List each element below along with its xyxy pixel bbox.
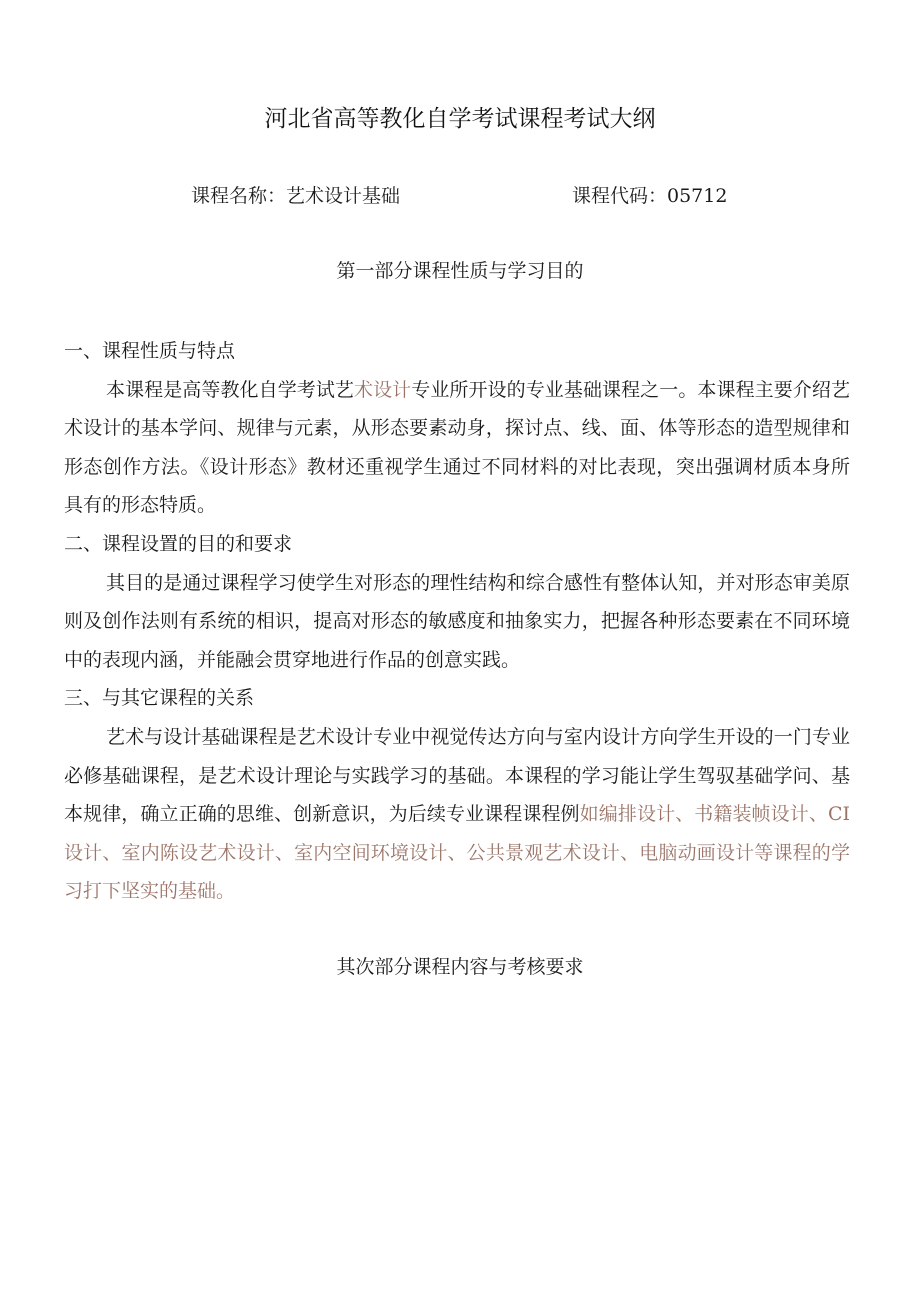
- document-title: 河北省高等教化自学考试课程考试大纲: [264, 106, 656, 132]
- paragraph-text: 本课程是高等教化自学考试艺: [106, 378, 355, 401]
- section-heading-nature: 一、课程性质与特点: [64, 340, 236, 362]
- section-paragraph-purpose: [64, 564, 850, 680]
- paragraph-text: 专业所开设的专业基础课程之一。本课程主要介绍艺术设计的基本学问、规律与元素，从形态要素动身，探讨点、线、面、体等形态的造型规律和形态创作方法。《设计形态》教材还重视学生通过不同材料的对比表现，突出强调材质本身所具有的形态特质。: [64, 378, 850, 517]
- section-paragraph-nature: [64, 371, 850, 525]
- paragraph-text: 其目的是通过课程学习使学生对形态的理性结构和综合感性有整体认知，并对形态审美原则及创作法则有系统的相识，提高对形态的敏感度和抽象实力，把握各种形态要素在不同环境中的表现内涵，并能融会贯穿地进行作品的创意实践。: [64, 571, 850, 671]
- section-heading-relations: 三、与其它课程的关系: [64, 687, 255, 710]
- highlighted-text: 如编排设计、书籍装帧设计、CI设计、室内陈设艺术设计、室内空间环境设计、公共景观艺术设计、电脑动画设计等课程的学习打下坚实的基础。: [64, 803, 850, 903]
- paragraph-text: 艺术与设计基础课程是艺术设计专业中视觉传达方向与室内设计方向学生开设的一门专业必修基础课程，是艺术设计理论与实践学习的基础。本课程的学习能让学生驾驭基础学问、基本规律，确立正确的思维、创新意识，为后续专业课程课程例: [64, 725, 850, 826]
- part2-title: 其次部分课程内容与考核要求: [336, 956, 584, 978]
- course-code: 课程代码：05712: [572, 185, 728, 207]
- document-body: [64, 332, 850, 911]
- section-paragraph-relations: [64, 718, 850, 911]
- highlighted-text: 术设计: [354, 378, 412, 401]
- course-name: 课程名称：艺术设计基础: [191, 185, 401, 207]
- section-heading-purpose: 二、课程设置的目的和要求: [64, 532, 293, 555]
- part1-title: 第一部分课程性质与学习目的: [336, 260, 584, 282]
